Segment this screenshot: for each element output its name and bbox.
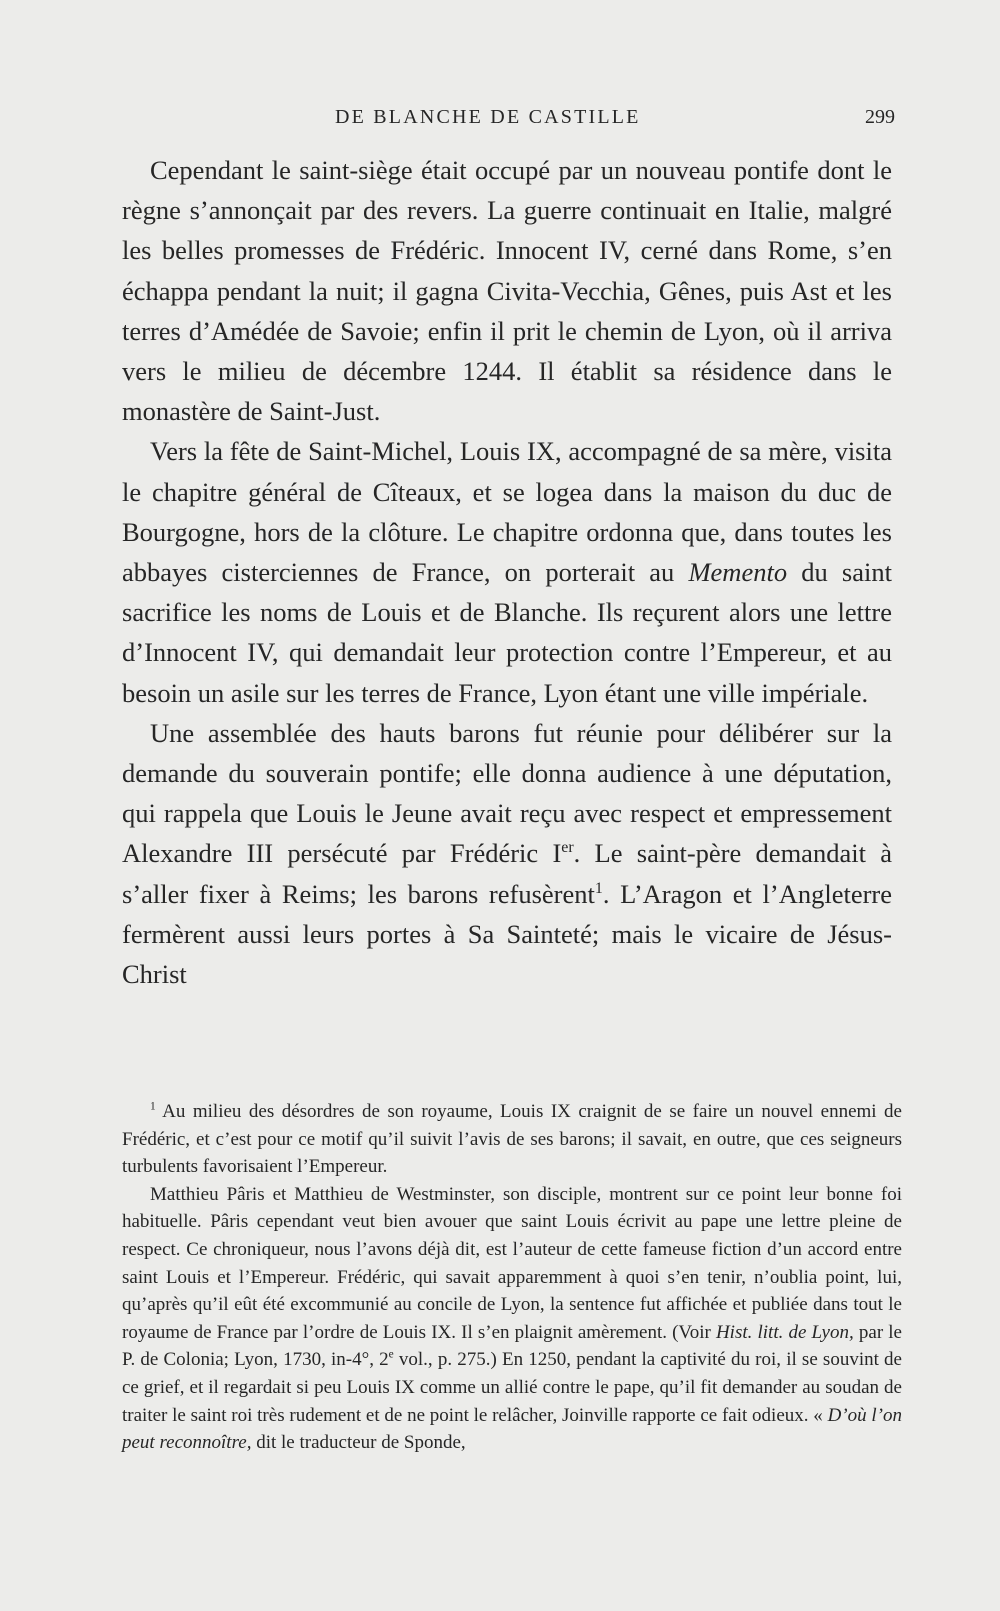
footnote-2-text-b: par le P. de Colonia; Lyon, 1730, in-4°, 2 <box>122 1321 902 1371</box>
page-number: 299 <box>865 106 895 128</box>
paragraph-2 <box>122 431 892 712</box>
footnote-2-text-c: vol., p. 275.) En 1250, pendant la captivité du roi, il se souvint de ce grief, et il regardait si peu Louis IX comme un allié contre le pape, qu’il fit demander au soudan de traiter le saint roi très rudement et de ne point le relâcher, Joinville rapporte ce fait odieux. « <box>122 1349 902 1426</box>
paragraph-1 <box>122 150 892 431</box>
citation-italic: Hist. litt. de Lyon, <box>715 1321 854 1343</box>
running-title: DE BLANCHE DE CASTILLE <box>335 106 641 128</box>
volume-superscript: e <box>388 1349 394 1362</box>
footnotes <box>122 1098 902 1457</box>
footnote-1-mark: 1 <box>150 1100 156 1113</box>
footnote-1-text: Au milieu des désordres de son royaume, Louis IX craignit de se faire un nouvel ennemi de Frédéric, et c’est pour ce motif qu’il suivit l’avis de ses barons; il savait, en outre, que ces seigneurs turbulents favorisaient l’Empereur. <box>122 1101 902 1178</box>
footnote-2-text-d: dit le traducteur de Sponde, <box>251 1432 466 1454</box>
paragraph-3-text-a: Une assemblée des hauts barons fut réunie pour délibérer sur la demande du souverain pontife; elle donna audience à une députation, qui rappela que Louis le Jeune avait reçu avec respect et empressement Alexandre III persécuté par Frédéric I <box>122 717 892 869</box>
footnote-1 <box>122 1098 902 1181</box>
body-text <box>122 150 892 994</box>
memento-italic: Memento <box>688 557 788 588</box>
paragraph-1-text: Cependant le saint-siège était occupé par un nouveau pontife dont le règne s’annonçait par des revers. La guerre continuait en Italie, malgré les belles promesses de Frédéric. Innocent IV, cerné dans Rome, s’en échappa pendant la nuit; il gagna Civita-Vecchia, Gênes, puis Ast et les terres d’Amédée de Savoie; enfin il prit le chemin de Lyon, où il arriva vers le milieu de décembre 1244. Il établit sa résidence dans le monastère de Saint-Just. <box>122 155 892 427</box>
footnote-2-text-a: Matthieu Pâris et Matthieu de Westminster, son disciple, montrent sur ce point leur bonne foi habituelle. Pâris cependant veut bien avouer que saint Louis écrivit au pape une lettre pleine de respect. Ce chroniqueur, nous l’avons déjà dit, est l’auteur de cette fameuse fiction d’un accord entre saint Louis et l’Empereur. Frédéric, qui savait apparemment à quoi s’en tenir, n’oublia point, lui, qu’après qu’il eût été excommunié au concile de Lyon, la sentence fut affichée et publiée dans tout le royaume de France par l’ordre de Louis IX. Il s’en plaignit amèrement. (Voir <box>122 1183 902 1343</box>
paragraph-2-text-a: Vers la fête de Saint-Michel, Louis IX, accompagné de sa mère, visita le chapitre général de Cîteaux, et se logea dans la maison du duc de Bourgogne, hors de la clôture. Le chapitre ordonna que, dans toutes les abbayes cisterciennes de France, on porterait au <box>122 436 892 588</box>
paragraph-3-text-c: . L’Aragon et l’Angleterre fermèrent aussi leurs portes à Sa Sainteté; mais le vicaire de Jésus-Christ <box>122 878 892 990</box>
paragraph-3 <box>122 713 892 994</box>
paragraph-2-text-b: du saint sacrifice les noms de Louis et de Blanche. Ils reçurent alors une lettre d’Innocent IV, qui demandait leur protection contre l’Empereur, et au besoin un asile sur les terres de France, Lyon étant une ville impériale. <box>122 557 892 708</box>
running-head <box>120 106 895 136</box>
footnote-reference: 1 <box>594 879 603 897</box>
ordinal-superscript: er <box>561 839 574 857</box>
footnote-1-continuation <box>122 1181 902 1457</box>
paragraph-3-text-b: . Le saint-père demandait à s’aller fixer à Reims; les barons refusèrent <box>122 838 892 909</box>
quote-italic: D’où l’on peut reconnoître, <box>122 1404 903 1454</box>
